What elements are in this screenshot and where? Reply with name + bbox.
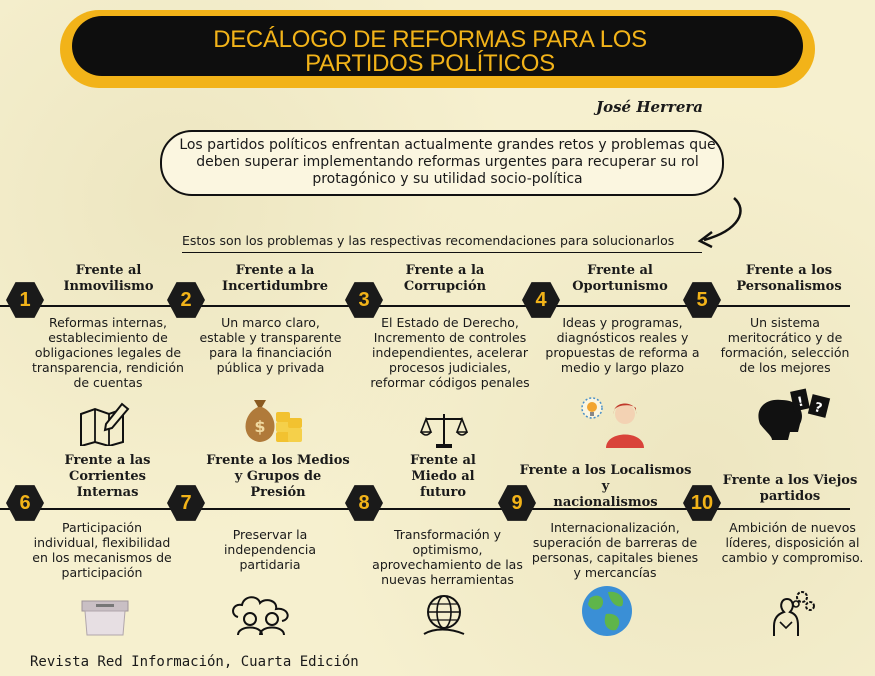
item-10-heading-line: Frente a los Viejos: [722, 473, 858, 488]
item-6-heading-line: Corrientes: [69, 469, 146, 484]
item-10-number: 10: [690, 492, 714, 514]
item-7-text: [200, 527, 340, 572]
ballot-box-icon: [78, 593, 132, 637]
item-10-heading: [720, 473, 860, 505]
item-8-text-line: Transformación y: [393, 527, 502, 542]
item-6-heading: [50, 453, 165, 501]
item-4-heading-line: Frente al: [587, 263, 653, 278]
item-4-heading-line: Oportunismo: [572, 279, 668, 294]
thinking-head-icon: [752, 384, 836, 444]
page-title: [100, 28, 760, 76]
head-gears-icon: [768, 588, 820, 638]
item-6-text: [22, 520, 182, 580]
item-6-text-line: individual, flexibilidad: [33, 535, 171, 550]
item-5-text-line: de los mejores: [739, 360, 831, 375]
item-6-heading-line: Frente a las: [64, 453, 151, 468]
item-10-text-line: Ambición de nuevos: [729, 520, 856, 535]
item-3-text-line: independientes, acelerar: [372, 345, 528, 360]
item-9-text-line: y mercancías: [573, 565, 657, 580]
item-5-text: [710, 315, 860, 375]
item-6-text-line: participación: [61, 565, 143, 580]
item-5-text-line: Un sistema: [750, 315, 820, 330]
footer-source: Revista Red Información, Cuarta Edición: [30, 654, 359, 670]
item-7-heading: [198, 453, 358, 501]
item-5-text-line: meritocrático y de: [727, 330, 843, 345]
item-8-heading: [398, 453, 488, 501]
item-6-text-line: en los mecanismos de: [32, 550, 172, 565]
intro-line-1: Los partidos políticos enfrentan actualmente grandes retos y problemas que: [179, 137, 716, 153]
item-9-text-line: personas, capitales bienes: [531, 550, 699, 565]
money-bag-icon: [238, 394, 304, 446]
curved-arrow-icon: [690, 196, 750, 252]
item-2-text-line: estable y transparente: [199, 330, 342, 345]
item-2-heading: [210, 263, 340, 295]
item-2-text: [188, 315, 353, 375]
item-4-text-line: diagnósticos reales y: [556, 330, 689, 345]
item-6-number: 6: [19, 492, 31, 514]
item-9-text: [525, 520, 705, 580]
item-2-text-line: para la financiación: [209, 345, 332, 360]
item-9-text-line: superación de barreras de: [532, 535, 698, 550]
item-2-number: 2: [180, 289, 192, 311]
item-1-text-line: transparencia, rendición: [32, 360, 184, 375]
item-10-text-line: líderes, disposición al: [725, 535, 860, 550]
intro-line-3: protagónico y su utilidad socio-política: [312, 171, 583, 187]
item-4-text-line: Ideas y programas,: [562, 315, 683, 330]
item-1-text-line: de cuentas: [73, 375, 143, 390]
item-3-number: 3: [358, 289, 370, 311]
item-1-text-line: obligaciones legales de: [34, 345, 182, 360]
justice-scales-icon: [420, 410, 468, 450]
item-6-text-line: Participación: [61, 520, 142, 535]
item-2-heading-line: Frente a la: [235, 263, 315, 278]
globe-hand-icon: [420, 592, 468, 638]
item-4-text-line: propuestas de reforma a: [545, 345, 700, 360]
item-9-number: 9: [511, 492, 523, 514]
item-5-heading: [724, 263, 854, 295]
item-1-heading: [46, 263, 171, 295]
item-1-heading-line: Frente al: [75, 263, 142, 278]
svg-text:?: ?: [812, 400, 824, 417]
item-10-text-line: cambio y compromiso.: [721, 550, 864, 565]
item-1-number: 1: [19, 289, 31, 311]
item-1-text: [28, 315, 188, 390]
idea-person-icon: [578, 392, 648, 448]
row-2-line: [0, 508, 850, 510]
item-5-text-line: formación, selección: [720, 345, 850, 360]
item-1-heading-line: Inmovilismo: [63, 279, 154, 294]
item-2-heading-line: Incertidumbre: [221, 279, 329, 294]
item-9-heading-line: nacionalismos: [553, 495, 658, 510]
item-3-text: [365, 315, 535, 390]
item-5-number: 5: [696, 289, 708, 311]
subheading: Estos son los problemas y las respectivas recomendaciones para solucionarlos: [182, 233, 675, 248]
item-4-heading: [560, 263, 680, 295]
author-name: José Herrera: [596, 98, 703, 116]
item-5-heading-line: Personalismos: [736, 279, 842, 294]
item-3-text-line: El Estado de Derecho,: [381, 315, 519, 330]
item-7-text-line: Preservar la: [232, 527, 308, 542]
title-line-1: DECÁLOGO DE REFORMAS PARA LOS: [213, 26, 647, 53]
item-10-text: [715, 520, 870, 565]
item-8-heading-line: futuro: [419, 485, 467, 500]
item-7-text-line: independencia: [223, 542, 317, 557]
item-8-text-line: nuevas herramientas: [381, 572, 514, 587]
item-9-heading-line: Frente a los Localismos y: [519, 463, 692, 494]
item-1-text-line: Reformas internas,: [48, 315, 168, 330]
item-2-text-line: Un marco claro,: [221, 315, 320, 330]
intro-text: [170, 137, 725, 188]
title-line-2: PARTIDOS POLÍTICOS: [305, 50, 555, 77]
item-8-text-line: aprovechamiento de las: [372, 557, 523, 572]
svg-text:!: !: [796, 394, 805, 411]
item-8-text-line: optimismo,: [412, 542, 483, 557]
item-9-text-line: Internacionalización,: [550, 520, 680, 535]
item-2-text-line: pública y privada: [216, 360, 325, 375]
item-7-heading-line: Presión: [250, 485, 306, 500]
item-4-number: 4: [535, 289, 547, 311]
item-4-text: [540, 315, 705, 375]
item-3-text-line: reformar códigos penales: [370, 375, 530, 390]
item-4-text-line: medio y largo plazo: [560, 360, 685, 375]
item-3-text-line: Incremento de controles: [373, 330, 527, 345]
item-7-heading-line: Frente a los Medios: [206, 453, 350, 468]
item-3-heading: [385, 263, 505, 295]
intro-line-2: deben superar implementando reformas urgentes para recuperar su rol: [196, 154, 699, 170]
earth-icon: [580, 584, 634, 638]
subheading-underline: [182, 252, 702, 253]
item-9-heading: [518, 463, 693, 511]
item-7-text-line: partidaria: [239, 557, 301, 572]
map-pen-icon: [78, 400, 130, 446]
item-5-heading-line: Frente a los: [745, 263, 833, 278]
item-8-text: [365, 527, 530, 587]
item-8-heading-line: Miedo al: [411, 469, 475, 484]
item-8-heading-line: Frente al: [410, 453, 476, 468]
item-8-number: 8: [358, 492, 370, 514]
item-3-text-line: procesos judiciales,: [388, 360, 512, 375]
group-cloud-icon: [228, 593, 298, 637]
svg-text:$: $: [254, 417, 266, 436]
item-7-number: 7: [180, 492, 192, 514]
item-1-text-line: establecimiento de: [48, 330, 168, 345]
item-6-heading-line: Internas: [76, 485, 139, 500]
item-10-heading-line: partidos: [759, 489, 821, 504]
item-3-heading-line: Corrupción: [403, 279, 487, 294]
row-1-line: [0, 305, 850, 307]
item-7-heading-line: y Grupos de: [234, 469, 322, 484]
item-3-heading-line: Frente a la: [405, 263, 485, 278]
